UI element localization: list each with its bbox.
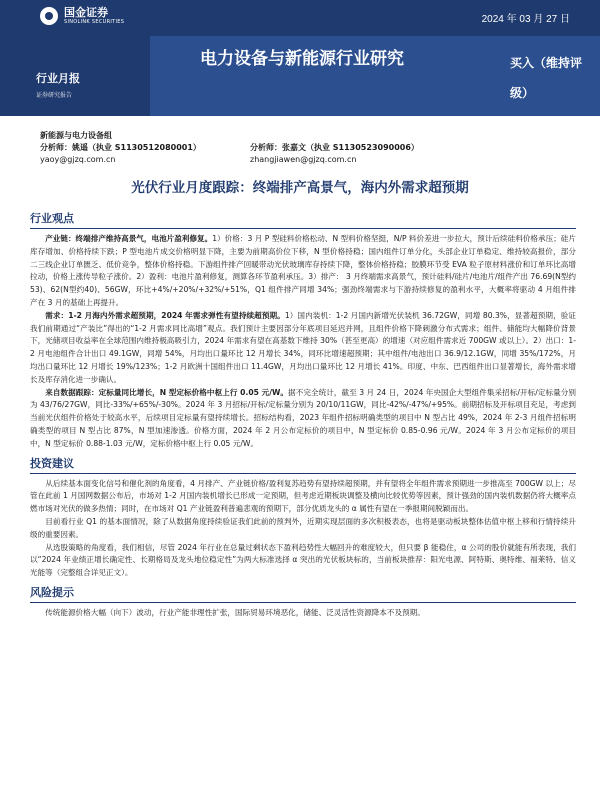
analyst2-label: 分析师： [250,143,282,152]
paragraph-invest-3: 从选股策略的角度看，我们相信，尽管 2024 年行业在总量过剩状态下盈利趋势性大幅回升的难度较大，但只要 β 能稳住，α 公司的股价就能有所表现，我们以“2024 年业绩正增长确定性、长期格局及龙头地位稳定性”为两大标准选择 α 突出的光伏板块标的，当前板块推荐：阳光电源、阿特斯、奥特维、福莱特、信义光能等（完整组合详见正文）。 [30,542,576,578]
section-head-risk: 风险提示 [30,584,576,603]
analyst1-name: 姚遥（执业 S1130512080001） [72,143,201,152]
analyst1-label: 分析师： [40,143,72,152]
para-body: 据不完全统计，截至 3 月 24 日，2024 年央国企大型组件集采招标/开标/定标量分别为 43/76/27GW，同比-33%/+65%/-30%。2024 年 3 月招标/开标/定标量分别为 20/10/11GW，同比-42%/-47%/+95%。前期招标及开标项目充足，考虑到当前光伏组件价格处于较高水平，后续项目定标量有望持续增长。招标结构看，2023 年组件招标明确类型的项目中 N 型占比 49%，2024 年 2-3 月组件招标明确类型的项目 N 型占比 87%，N 型加速渗透。价格方面，2024 年 2 月公布定标价的项目中，N 型定标价 0.85-0.96 元/W。2024 年 3 月公布定标价的项目中，N 型定标价 0.88-1.03 元/W，定标价格中枢上行 0.05 元/W。 [30,387,576,448]
para-body: 1）价格：3 月 P 型硅料价格松动、N 型料价格坚挺，N/P 料价差进一步拉大，预计后续硅料价格承压；硅片库存增加、价格持续下跌；P 型电池片成交价格明显下降，主要为前期高价位下移，N 型价格持稳；国内组件订单分化，头部企业订单稳定、维持较高报价，部分二三线企业订单匮乏、低价竞争，整体价格持稳。下游组件排产回暖带动光伏玻璃库存持续下降，整体价格持稳；胶膜环节受 EVA 粒子原材料涨价和订单环比高增拉动，价格上涨传导粒子涨价。2）盈利：电池片盈利修复，测算各环节盈利承压。3）排产： 3 月终端需求高景气，预计硅料/硅片/电池片/组件产出 76.69(N型约53)、62(N型约40)、56GW，环比+4%/+20%/+32%/+51%，Q1 组件排产同增 34%；强劲终端需求与下游持续修复的盈利水平，大概率将驱动 4 月组件排产在 3 月的基础上再提升。 [30,234,576,307]
logo-mark-icon [40,7,58,25]
paragraph-supply-chain [30,233,576,310]
paragraph-invest-1: 从后续基本面变化信号和催化剂的角度看，4 月排产、产业链价格/盈利复苏趋势有望持续超预期，并有望将全年组件需求预期进一步推高至 700GW 以上；尽管在此前 1 月国网数据公布后，市场对 1-2 月国内装机增长已形成一定预期，但考虑近期板块调整及横向比较优势等因素，预计强劲的国内装机数据仍将大概率点燃市场对光伏的做多热情；同时，在市场对 Q1 产业链盈利普遍悲观的预期下，部分优质龙头的 α 属性有望在一季报期间脱颖而出。 [30,478,576,514]
report-subtype: 证券研究报告 [36,92,73,99]
section-head-view: 行业观点 [30,210,576,229]
para-body: 1）国内装机：1-2 月国内新增光伏装机 36.72GW，同增 80.3%，显著超预期，验证我们前期通过“产装比”得出的“1-2 月需求同比高增”观点。我们预计主要因部分年底项目延迟并网，且组件价格下降刺激分布式需求；组件、储能均大幅降价背景下，光储项目收益率在全球范围内维持极高吸引力，2024 年需求有望在高基数下维持 30%（甚至更高）的增速（对应组件需求近 700GW 或以上）。2）出口：1-2 月电池组件合计出口 49.1GW，同增 54%，月均出口量环比 12 月增长 34%，同环比增速超预期；其中组件/电池出口 36.9/12.1GW，同增 35%/172%，月均出口量环比 12 月增长 19%/123%；1-2 月欧洲十国组件出口 11.4GW，月均出口量环比 12 月增长 41%。印度、中东、巴西组件出口显著增长，海外需求增长及库存消化进一步确认。 [30,310,577,384]
report-type: 行业月报 [36,72,80,85]
section-head-invest: 投资建议 [30,455,576,474]
logo-name: 国金证券 [64,6,108,19]
paragraph-tracking [30,387,576,451]
analyst1-email[interactable]: yaoy@gjzq.com.cn [40,155,116,164]
analyst2-email[interactable]: zhangjiawen@gjzq.com.cn [250,155,357,164]
company-logo [40,6,124,26]
report-type-panel [0,36,150,116]
para-lead: 来自数据跟踪：定标量同比增长，N 型定标价格中枢上行 0.05 元/W。 [45,387,289,397]
department: 新能源与电力设备组 [40,131,112,140]
report-body [30,210,576,620]
analyst2-name: 张嘉文（执业 S1130523090006） [282,143,419,152]
analyst-block [40,130,580,166]
report-date: 2024 年 03 月 27 日 [481,14,570,25]
paragraph-demand [30,310,576,387]
main-headline: 光伏行业月度跟踪：终端排产高景气，海内外需求超预期 [131,180,469,196]
logo-subtitle: SINOLINK SECURITIES [64,19,125,25]
paragraph-risk: 传统能源价格大幅（向下）波动，行业产能非理性扩张，国际贸易环境恶化，储能、泛灵活性资源降本不及预期。 [45,607,425,617]
report-title: 电力设备与新能源行业研究 [200,49,404,69]
paragraph-invest-2: 目前看行业 Q1 的基本面情况，除了从数据角度持续验证我们此前的预判外，近期实现层面的多次积极表态，也将是驱动板块整体估值中枢上移和行情持续升级的重要因素。 [30,516,576,539]
para-lead: 需求：1-2 月海内外需求超预期，2024 年需求弹性有望持续超预期。 [45,310,285,320]
para-lead: 产业链：终端排产维持高景气，电池片盈利修复。 [45,234,213,243]
top-bar [0,0,600,36]
rating-badge: 买入（维持评级） [510,56,583,100]
